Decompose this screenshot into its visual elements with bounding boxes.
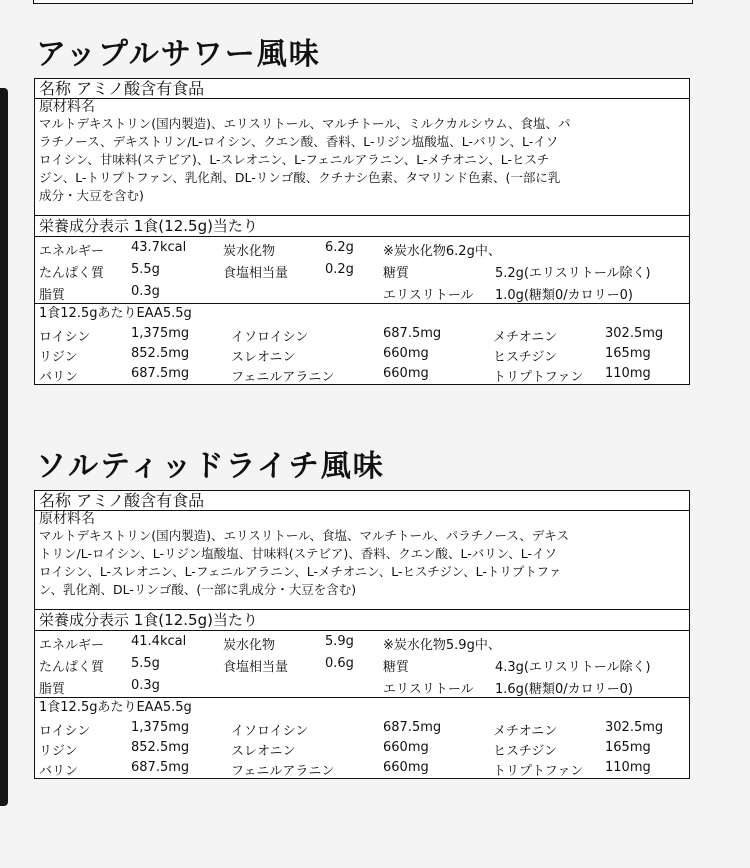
energy-label: エネルギー	[39, 244, 105, 259]
nutrition-row	[35, 675, 689, 697]
nutrition-row	[35, 259, 689, 281]
ingredients-line: ラチノース、デキストリン/L-ロイシン、クエン酸、香料、L-リジン塩酸塩、L-バリン、L-イソ	[39, 134, 559, 149]
erythritol-label: エリスリトール	[383, 288, 474, 303]
amino-value: 687.5mg	[383, 326, 442, 341]
amino-value: 165mg	[605, 346, 651, 361]
amino-name: ヒスチジン	[493, 350, 558, 365]
amino-value: 110mg	[605, 366, 651, 381]
carb-label: 炭水化物	[223, 244, 276, 259]
carb-label: 炭水化物	[223, 638, 276, 653]
amino-value: 165mg	[605, 740, 651, 755]
ingredients-line: ジン、L-トリプトファン、乳化剤、DL-リンゴ酸、クチナシ色素、タマリンド色素、(一部に乳	[39, 170, 561, 185]
fat-label: 脂質	[39, 682, 66, 697]
carb-note: ※炭水化物5.9g中、	[383, 638, 501, 653]
amino-value: 687.5mg	[131, 760, 190, 775]
amino-value: 302.5mg	[605, 326, 664, 341]
nutrition-header: 栄養成分表示 1食(12.5g)当たり	[35, 609, 689, 631]
erythritol-value: 1.6g(糖類0/カロリー0)	[495, 682, 633, 697]
nutrition-row	[35, 631, 689, 653]
amino-name: リジン	[39, 744, 78, 759]
eaa-row	[35, 324, 689, 344]
amino-name: バリン	[39, 764, 79, 779]
amino-name: ロイシン	[39, 724, 91, 739]
eaa-row	[35, 718, 689, 738]
amino-name: イソロイシン	[231, 724, 309, 739]
amino-value: 302.5mg	[605, 720, 664, 735]
ingredients-line: マルトデキストリン(国内製造)、エリスリトール、食塩、マルチトール、パラチノース、デキス	[39, 528, 570, 543]
amino-value: 852.5mg	[131, 740, 190, 755]
amino-value: 110mg	[605, 760, 651, 775]
amino-name: イソロイシン	[231, 330, 309, 345]
product-package-edge	[0, 476, 8, 806]
nutrition-header: 栄養成分表示 1食(12.5g)当たり	[35, 215, 689, 237]
carb-value: 5.9g	[325, 634, 354, 649]
ingredients-line: 成分・大豆を含む)	[39, 188, 144, 203]
amino-value: 660mg	[383, 346, 429, 361]
erythritol-label: エリスリトール	[383, 682, 474, 697]
carb-value: 6.2g	[325, 240, 354, 255]
amino-name: メチオニン	[493, 724, 558, 739]
fat-value: 0.3g	[131, 678, 160, 693]
amino-name: フェニルアラニン	[231, 764, 335, 779]
amino-value: 852.5mg	[131, 346, 190, 361]
eaa-header: 1食12.5gあたりEAA5.5g	[35, 303, 689, 324]
amino-name: フェニルアラニン	[231, 370, 335, 385]
amino-value: 660mg	[383, 366, 429, 381]
flavor-title: ソルティッドライチ風味	[36, 449, 385, 484]
ingredients-line: マルトデキストリン(国内製造)、エリスリトール、マルチトール、ミルクカルシウム、食塩、パ	[39, 116, 571, 131]
amino-name: ロイシン	[39, 330, 91, 345]
sugar-value: 4.3g(エリスリトール除く)	[495, 660, 651, 675]
sugar-label: 糖質	[383, 660, 410, 675]
amino-value: 1,375mg	[131, 720, 190, 735]
fat-value: 0.3g	[131, 284, 160, 299]
eaa-header: 1食12.5gあたりEAA5.5g	[35, 697, 689, 718]
ingredients-line: トリン/L-ロイシン、L-リジン塩酸塩、甘味料(ステビア)、香料、クエン酸、L-バリン、L-イソ	[39, 546, 557, 561]
salt-label: 食塩相当量	[223, 266, 289, 281]
amino-value: 660mg	[383, 740, 429, 755]
product-name: 名称 アミノ酸含有食品	[35, 79, 689, 99]
amino-value: 687.5mg	[383, 720, 442, 735]
eaa-row	[35, 738, 689, 758]
ingredients-line: ロイシン、甘味料(ステビア)、L-スレオニン、L-フェニルアラニン、L-メチオニン、L-ヒスチ	[39, 152, 550, 167]
amino-name: スレオニン	[231, 744, 296, 759]
label-box	[34, 78, 690, 385]
sugar-label: 糖質	[383, 266, 410, 281]
amino-value: 687.5mg	[131, 366, 190, 381]
carb-note: ※炭水化物6.2g中、	[383, 244, 501, 259]
amino-name: トリプトファン	[493, 764, 584, 779]
flavor-title: アップルサワー風味	[36, 37, 321, 72]
amino-value: 1,375mg	[131, 326, 190, 341]
eaa-row	[35, 364, 689, 384]
erythritol-value: 1.0g(糖類0/カロリー0)	[495, 288, 633, 303]
protein-value: 5.5g	[131, 262, 160, 277]
amino-name: トリプトファン	[493, 370, 584, 385]
amino-name: リジン	[39, 350, 78, 365]
protein-label: たんぱく質	[39, 660, 105, 675]
label-box	[34, 490, 690, 779]
nutrition-row	[35, 653, 689, 675]
product-package-edge	[0, 88, 8, 518]
ingredients-label: 原材料名	[39, 99, 95, 115]
salt-label: 食塩相当量	[223, 660, 289, 675]
product-section-apple-sour	[34, 38, 690, 385]
salt-value: 0.2g	[325, 262, 354, 277]
product-section-salted-lychee	[34, 450, 690, 779]
amino-name: スレオニン	[231, 350, 296, 365]
ingredients-text	[35, 527, 689, 601]
previous-section-bottom-border	[33, 0, 693, 4]
energy-value: 43.7kcal	[131, 240, 187, 255]
salt-value: 0.6g	[325, 656, 354, 671]
ingredients-text	[35, 115, 689, 207]
nutrition-row	[35, 281, 689, 303]
eaa-row	[35, 758, 689, 778]
energy-value: 41.4kcal	[131, 634, 187, 649]
amino-value: 660mg	[383, 760, 429, 775]
protein-label: たんぱく質	[39, 266, 105, 281]
ingredients-label: 原材料名	[39, 511, 95, 527]
protein-value: 5.5g	[131, 656, 160, 671]
amino-name: ヒスチジン	[493, 744, 558, 759]
fat-label: 脂質	[39, 288, 66, 303]
product-name: 名称 アミノ酸含有食品	[35, 491, 689, 511]
sugar-value: 5.2g(エリスリトール除く)	[495, 266, 651, 281]
amino-name: バリン	[39, 370, 79, 385]
amino-name: メチオニン	[493, 330, 558, 345]
energy-label: エネルギー	[39, 638, 105, 653]
ingredients-line: ン、乳化剤、DL-リンゴ酸、(一部に乳成分・大豆を含む)	[39, 582, 357, 597]
nutrition-row	[35, 237, 689, 259]
eaa-row	[35, 344, 689, 364]
ingredients-line: ロイシン、L-スレオニン、L-フェニルアラニン、L-メチオニン、L-ヒスチジン、L-トリプトファ	[39, 564, 562, 579]
